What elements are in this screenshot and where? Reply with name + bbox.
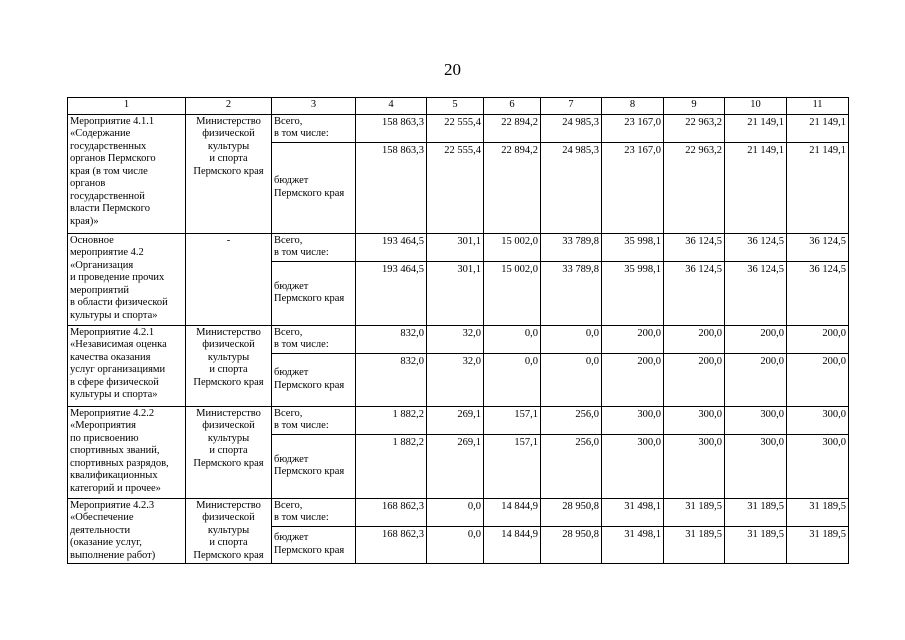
- table-row-total: [68, 325, 849, 353]
- total-value-cell: 24 985,3: [541, 114, 602, 142]
- total-value-cell: 33 789,8: [541, 233, 602, 261]
- budget-value-cell: 33 789,8: [541, 261, 602, 325]
- executor-line: -: [226, 234, 231, 246]
- activity-name-line: Мероприятие 4.2.1: [70, 326, 155, 338]
- column-header: 7: [541, 98, 602, 115]
- executor-cell: [186, 233, 272, 325]
- activity-name-cell: [68, 233, 186, 325]
- column-header: 11: [787, 98, 849, 115]
- budget-value-cell: 193 464,5: [356, 261, 427, 325]
- budget-value-cell: 23 167,0: [602, 142, 664, 233]
- budget-value-cell: 300,0: [725, 434, 787, 498]
- total-value-cell: 22 894,2: [484, 114, 541, 142]
- budget-value-cell: 24 985,3: [541, 142, 602, 233]
- total-value-cell: 35 998,1: [602, 233, 664, 261]
- activity-name-line: «Организация: [70, 259, 134, 271]
- executor-line: физической: [202, 420, 255, 431]
- table-row-total: [68, 233, 849, 261]
- activity-name-cell: [68, 406, 186, 498]
- total-value-cell: 23 167,0: [602, 114, 664, 142]
- budget-value-cell: 35 998,1: [602, 261, 664, 325]
- executor-cell: [186, 114, 272, 233]
- total-value-cell: 31 498,1: [602, 498, 664, 526]
- budget-value-cell: 300,0: [664, 434, 725, 498]
- executor-line: Министерство: [196, 407, 261, 419]
- activity-name-line: «Мероприятия: [70, 420, 136, 431]
- source-label-line: Всего,: [274, 326, 303, 338]
- executor-line: культуры: [207, 432, 250, 444]
- executor-line: культуры: [207, 140, 250, 152]
- total-value-cell: 28 950,8: [541, 498, 602, 526]
- budget-table: [67, 97, 849, 564]
- budget-value-cell: 158 863,3: [356, 142, 427, 233]
- activity-name-line: государственной: [70, 190, 145, 202]
- budget-value-cell: 36 124,5: [787, 261, 849, 325]
- column-header: 2: [186, 98, 272, 115]
- executor-line: Министерство: [196, 499, 261, 511]
- budget-value-cell: 200,0: [787, 353, 849, 406]
- activity-name-line: услуг организациями: [70, 364, 166, 375]
- total-value-cell: 36 124,5: [664, 233, 725, 261]
- executor-line: Министерство: [196, 326, 261, 338]
- budget-value-cell: 36 124,5: [725, 261, 787, 325]
- source-label-line: в том числе:: [274, 247, 329, 258]
- activity-name-line: Мероприятие 4.2.2: [70, 407, 155, 419]
- activity-name-cell: [68, 325, 186, 406]
- page-number: 20: [444, 60, 461, 79]
- total-value-cell: 200,0: [602, 325, 664, 353]
- activity-name-cell: [68, 114, 186, 233]
- total-value-cell: 0,0: [427, 498, 484, 526]
- activity-name-line: края)»: [70, 215, 99, 227]
- source-label-line: бюджет: [274, 280, 309, 292]
- source-total-cell: [272, 406, 356, 434]
- executor-line: Пермского края: [193, 376, 264, 388]
- activity-name-line: государственных: [70, 140, 147, 152]
- total-value-cell: 168 862,3: [356, 498, 427, 526]
- table-row-total: [68, 498, 849, 526]
- budget-value-cell: 1 882,2: [356, 434, 427, 498]
- column-header: 3: [272, 98, 356, 115]
- column-number-row: [68, 98, 849, 115]
- source-label-line: Пермского края: [274, 293, 345, 304]
- total-value-cell: 193 464,5: [356, 233, 427, 261]
- executor-cell: [186, 406, 272, 498]
- source-label-line: Пермского края: [274, 187, 345, 199]
- table-row-total: [68, 114, 849, 142]
- budget-value-cell: 0,0: [541, 353, 602, 406]
- executor-line: культуры: [207, 351, 250, 363]
- total-value-cell: 200,0: [664, 325, 725, 353]
- activity-name-line: категорий и прочее»: [70, 482, 161, 494]
- source-total-cell: [272, 114, 356, 142]
- total-value-cell: 31 189,5: [787, 498, 849, 526]
- budget-value-cell: 31 189,5: [664, 526, 725, 563]
- activity-name-line: культуры и спорта»: [70, 389, 158, 400]
- column-header: 4: [356, 98, 427, 115]
- column-header: 8: [602, 98, 664, 115]
- total-value-cell: 256,0: [541, 406, 602, 434]
- total-value-cell: 269,1: [427, 406, 484, 434]
- budget-value-cell: 157,1: [484, 434, 541, 498]
- total-value-cell: 15 002,0: [484, 233, 541, 261]
- source-budget-cell: [272, 142, 356, 233]
- total-value-cell: 300,0: [602, 406, 664, 434]
- activity-name-line: Основное: [70, 234, 114, 246]
- budget-value-cell: 300,0: [602, 434, 664, 498]
- activity-name-line: «Содержание: [70, 128, 131, 139]
- source-label-line: Всего,: [274, 499, 303, 511]
- total-value-cell: 22 963,2: [664, 114, 725, 142]
- total-value-cell: 0,0: [541, 325, 602, 353]
- source-label-line: в том числе:: [274, 128, 329, 139]
- source-label-line: бюджет: [274, 367, 309, 378]
- budget-value-cell: 200,0: [602, 353, 664, 406]
- total-value-cell: 21 149,1: [725, 114, 787, 142]
- source-total-cell: [272, 325, 356, 353]
- activity-name-line: квалификационных: [70, 470, 158, 481]
- executor-line: и спорта: [209, 445, 248, 456]
- total-value-cell: 1 882,2: [356, 406, 427, 434]
- budget-value-cell: 28 950,8: [541, 526, 602, 563]
- executor-line: и спорта: [209, 537, 248, 548]
- budget-value-cell: 301,1: [427, 261, 484, 325]
- budget-value-cell: 832,0: [356, 353, 427, 406]
- activity-name-line: Мероприятие 4.1.1: [70, 115, 155, 127]
- budget-value-cell: 22 963,2: [664, 142, 725, 233]
- source-total-cell: [272, 233, 356, 261]
- budget-value-cell: 22 555,4: [427, 142, 484, 233]
- activity-name-line: качества оказания: [70, 351, 151, 363]
- activity-name-line: мероприятий: [70, 284, 129, 296]
- total-value-cell: 300,0: [725, 406, 787, 434]
- total-value-cell: 0,0: [484, 325, 541, 353]
- executor-line: физической: [202, 512, 255, 523]
- budget-value-cell: 31 189,5: [725, 526, 787, 563]
- total-value-cell: 31 189,5: [664, 498, 725, 526]
- activity-name-line: по присвоению: [70, 432, 139, 444]
- activity-name-line: спортивных званий,: [70, 445, 160, 456]
- source-label-line: Пермского края: [274, 379, 345, 391]
- column-header: 5: [427, 98, 484, 115]
- source-label-line: в том числе:: [274, 420, 329, 431]
- total-value-cell: 157,1: [484, 406, 541, 434]
- table-body: [68, 114, 849, 564]
- source-label-line: Всего,: [274, 115, 303, 127]
- total-value-cell: 31 189,5: [725, 498, 787, 526]
- source-budget-cell: [272, 526, 356, 563]
- budget-value-cell: 14 844,9: [484, 526, 541, 563]
- activity-name-line: мероприятие 4.2: [70, 247, 144, 258]
- executor-line: Пермского края: [193, 165, 264, 177]
- total-value-cell: 21 149,1: [787, 114, 849, 142]
- activity-name-line: выполнение работ): [70, 549, 156, 561]
- total-value-cell: 200,0: [725, 325, 787, 353]
- executor-line: Пермского края: [193, 549, 264, 561]
- budget-value-cell: 0,0: [427, 526, 484, 563]
- activity-name-line: края (в том числе: [70, 165, 148, 177]
- executor-line: физической: [202, 339, 255, 350]
- activity-name-line: деятельности: [70, 524, 131, 536]
- budget-value-cell: 200,0: [664, 353, 725, 406]
- budget-value-cell: 256,0: [541, 434, 602, 498]
- source-label-line: Пермского края: [274, 544, 345, 556]
- budget-value-cell: 32,0: [427, 353, 484, 406]
- budget-value-cell: 200,0: [725, 353, 787, 406]
- total-value-cell: 200,0: [787, 325, 849, 353]
- budget-value-cell: 300,0: [787, 434, 849, 498]
- source-budget-cell: [272, 261, 356, 325]
- column-header: 9: [664, 98, 725, 115]
- source-label-line: в том числе:: [274, 512, 329, 523]
- total-value-cell: 158 863,3: [356, 114, 427, 142]
- column-header: 6: [484, 98, 541, 115]
- budget-value-cell: 22 894,2: [484, 142, 541, 233]
- budget-value-cell: 269,1: [427, 434, 484, 498]
- activity-name-line: культуры и спорта»: [70, 309, 158, 321]
- budget-value-cell: 31 498,1: [602, 526, 664, 563]
- total-value-cell: 832,0: [356, 325, 427, 353]
- total-value-cell: 22 555,4: [427, 114, 484, 142]
- source-label-line: Пермского края: [274, 466, 345, 477]
- source-label-line: бюджет: [274, 175, 309, 186]
- executor-line: физической: [202, 128, 255, 139]
- total-value-cell: 36 124,5: [787, 233, 849, 261]
- budget-value-cell: 168 862,3: [356, 526, 427, 563]
- activity-name-cell: [68, 498, 186, 564]
- source-label-line: бюджет: [274, 453, 309, 465]
- activity-name-line: органов: [70, 178, 106, 189]
- column-header: 10: [725, 98, 787, 115]
- executor-line: Министерство: [196, 115, 261, 127]
- activity-name-line: в области физической: [70, 297, 168, 308]
- source-label-line: в том числе:: [274, 339, 329, 350]
- source-label-line: бюджет: [274, 532, 309, 544]
- executor-line: культуры: [207, 524, 250, 536]
- activity-name-line: и проведение прочих: [70, 272, 165, 283]
- budget-value-cell: 21 149,1: [725, 142, 787, 233]
- source-budget-cell: [272, 434, 356, 498]
- activity-name-line: органов Пермского: [70, 153, 156, 164]
- budget-value-cell: 31 189,5: [787, 526, 849, 563]
- budget-value-cell: 21 149,1: [787, 142, 849, 233]
- total-value-cell: 301,1: [427, 233, 484, 261]
- executor-cell: [186, 325, 272, 406]
- activity-name-line: «Обеспечение: [70, 512, 134, 523]
- budget-value-cell: 36 124,5: [664, 261, 725, 325]
- budget-value-cell: 15 002,0: [484, 261, 541, 325]
- executor-line: и спорта: [209, 153, 248, 164]
- activity-name-line: «Независимая оценка: [70, 339, 167, 350]
- activity-name-line: Мероприятие 4.2.3: [70, 499, 155, 511]
- total-value-cell: 14 844,9: [484, 498, 541, 526]
- activity-name-line: власти Пермского: [70, 203, 150, 214]
- total-value-cell: 32,0: [427, 325, 484, 353]
- source-label-line: Всего,: [274, 234, 303, 246]
- budget-value-cell: 0,0: [484, 353, 541, 406]
- executor-line: Пермского края: [193, 457, 264, 469]
- activity-name-line: (оказание услуг,: [70, 537, 142, 548]
- source-budget-cell: [272, 353, 356, 406]
- column-header: 1: [68, 98, 186, 115]
- total-value-cell: 300,0: [787, 406, 849, 434]
- source-total-cell: [272, 498, 356, 526]
- table-row-total: [68, 406, 849, 434]
- executor-line: и спорта: [209, 364, 248, 375]
- activity-name-line: спортивных разрядов,: [70, 457, 169, 469]
- executor-cell: [186, 498, 272, 564]
- total-value-cell: 36 124,5: [725, 233, 787, 261]
- source-label-line: Всего,: [274, 407, 303, 419]
- total-value-cell: 300,0: [664, 406, 725, 434]
- activity-name-line: в сфере физической: [70, 376, 159, 388]
